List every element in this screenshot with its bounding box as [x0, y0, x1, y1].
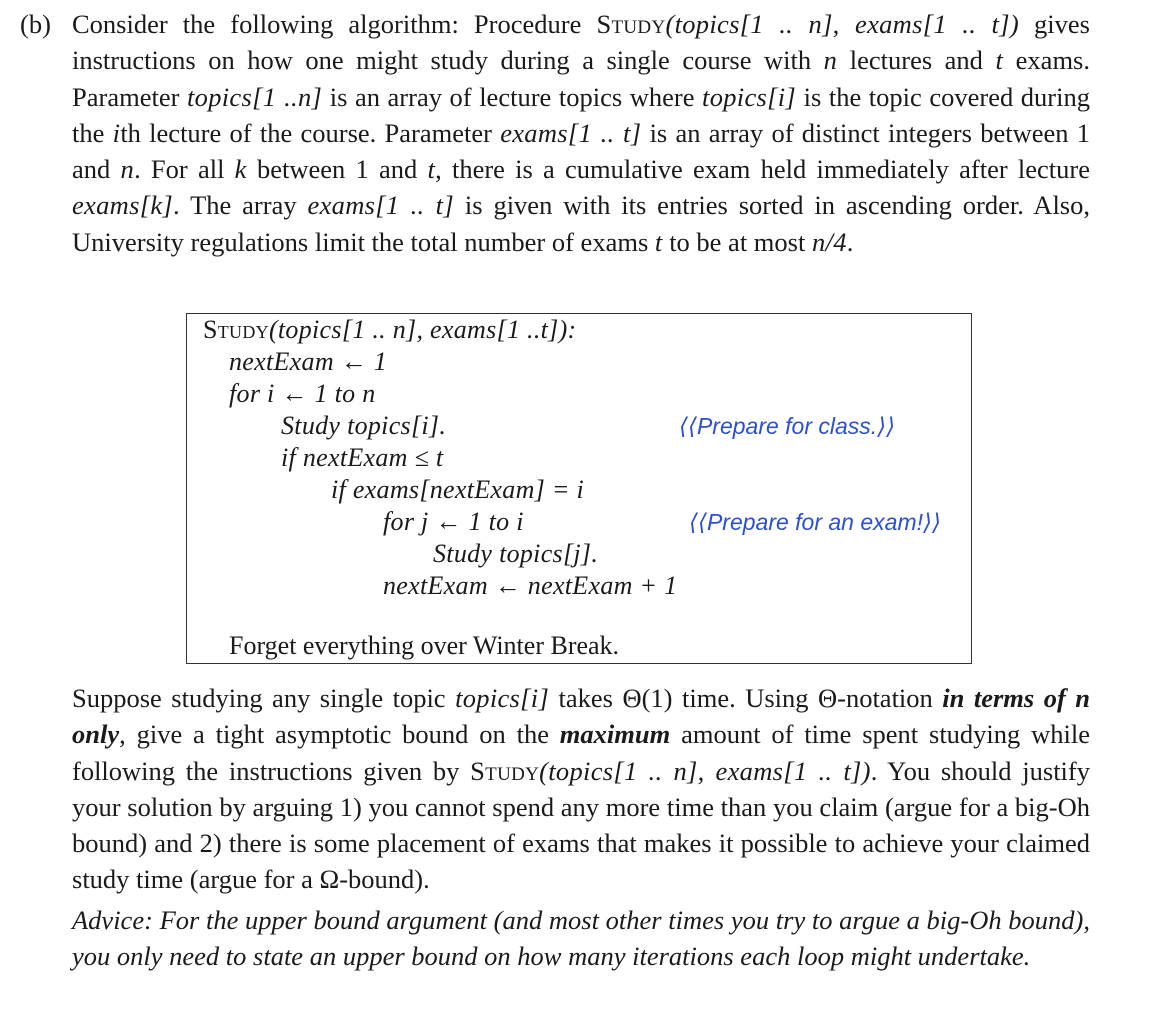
algo-line-study-topic: Study topics[i].	[281, 411, 447, 440]
algo-line-study-topic-j: Study topics[j].	[433, 539, 599, 568]
algo-line-inner-loop: for j ← 1 to i	[383, 507, 524, 536]
algo-line-if-nextexam: if nextExam ≤ t	[281, 443, 444, 472]
question-paragraph: Suppose studying any single topic topics[i] takes Θ(1) time. Using Θ-notation in terms of n only, give a tight asymptotic bound on the maximum amount of time spent studying while following the instructions given by Study(topics[1 .. n], exams[1 .. t]). You should justify your solution by arguing 1) you cannot spend any more time than you claim (argue for a big-Oh bound) and 2) there is some placement of exams that makes it possible to achieve your claimed study time (argue for a Ω-bound).	[72, 683, 1090, 895]
algo-line-outer-loop: for i ← 1 to n	[229, 379, 376, 408]
comment-prepare-class: ⟨⟨Prepare for class.⟩⟩	[679, 413, 896, 439]
algorithm-header: Study(topics[1 .. n], exams[1 ..t]):	[203, 315, 577, 344]
algo-line-if-exams: if exams[nextExam] = i	[331, 475, 585, 504]
algo-line-forget: Forget everything over Winter Break.	[229, 631, 620, 660]
part-label: (b)	[20, 9, 51, 39]
algo-line-increment: nextExam ← nextExam + 1	[383, 571, 678, 600]
algo-line-init: nextExam ← 1	[229, 347, 388, 376]
algorithm-box	[186, 313, 972, 664]
emphasis-maximum: maximum	[559, 719, 671, 750]
emphasis-in-terms-of-n: in terms of n only	[72, 683, 1090, 750]
problem-intro: (b) Consider the following algorithm: Procedure Study(topics[1 .. n], exams[1 .. t]) gives instructions on how one might study during a single course with n lectures and t exams. Parameter topics[1 ..n] is an array of lecture topics where topics[i] is the topic covered during the ith lecture of the course. Parameter exams[1 .. t] is an array of distinct integers between 1 and n. For all k between 1 and t, there is a cumulative exam held immediately after lecture exams[k]. The array exams[1 .. t] is given with its entries sorted in ascending order. Also, University regulations limit the total number of exams t to be at most n/4.	[20, 6, 1090, 260]
comment-prepare-exam: ⟨⟨Prepare for an exam!⟩⟩	[689, 509, 941, 535]
advice-paragraph: Advice: For the upper bound argument (and most other times you try to argue a big-Oh bound), you only need to state an upper bound on how many iterations each loop might undertake.	[72, 905, 1090, 972]
procedure-name: Study	[596, 9, 666, 39]
